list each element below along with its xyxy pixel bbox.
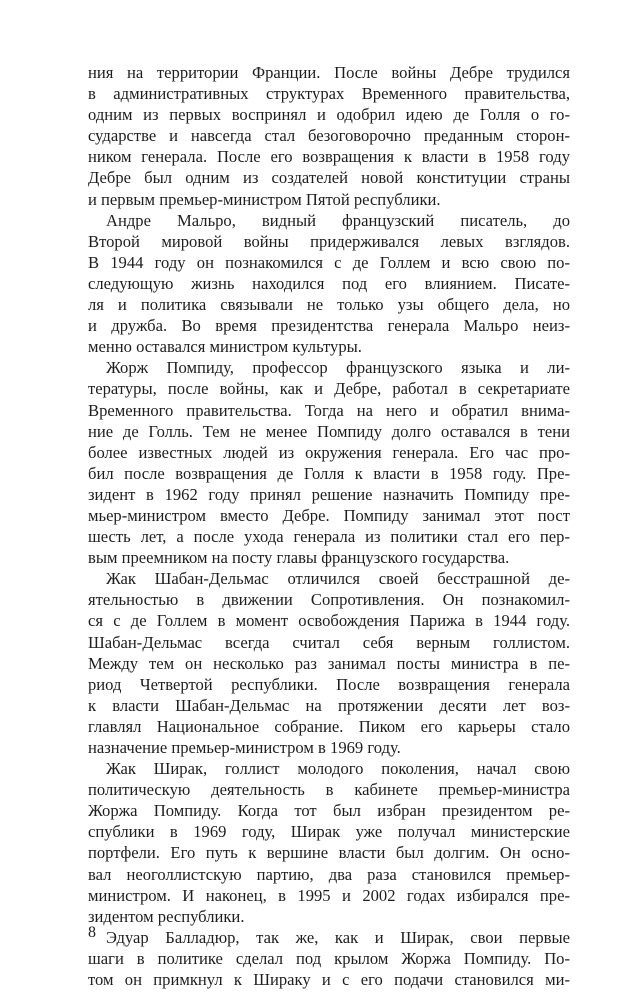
text-line: Андре Мальро, видный французский писатель, до [106,210,570,230]
text-line: вым преемником на посту главы французского государства. [88,548,510,568]
text-line: ния на территории Франции. После войны Дебре трудился [88,63,570,82]
text-line: в административных структурах Временного правительства, [88,84,570,104]
paragraph [88,568,570,758]
text-line: Второй мировой войны придерживался левых взглядов. [88,231,570,251]
page-number: 8 [88,924,96,941]
text-line: одним из первых воспринял и одобрил идею де Голля о го- [88,105,570,125]
text-line: ятельностью в движении Сопротивления. Он познакомил- [88,590,570,610]
text-line: зидентом республики. [88,906,245,926]
text-line: политическую деятельность в кабинете премьер-министра [88,780,570,800]
body-text [88,62,570,990]
text-line: и первым премьер-министром Пятой республики. [88,189,441,209]
text-line: главлял Национальное собрание. Пиком его карьеры стало [88,716,570,736]
text-line: Эдуар Балладюр, так же, как и Ширак, свои первые [106,927,570,947]
text-line: шаги в политике сделал под крылом Жоржа Помпиду. По- [88,948,570,968]
text-line: тературы, после войны, как и Дебре, работал в секретариате [88,379,570,399]
text-line: мьер-министром вместо Дебре. Помпиду занимал этот пост [88,505,570,525]
text-line: ником генерала. После его возвращения к власти в 1958 году [88,147,570,167]
text-line: сударстве и навсегда стал безоговорочно преданным сторон- [88,126,570,146]
text-line: Жоржа Помпиду. Когда тот был избран президентом ре- [88,801,570,821]
text-line: менно оставался министром культуры. [88,337,362,357]
text-line: бил после возвращения де Голля к власти в 1958 году. Пре- [88,463,570,483]
text-line: министром. И наконец, в 1995 и 2002 годах избирался пре- [88,885,570,905]
text-line: вал неоголлистскую партию, два раза становился премьер- [88,864,570,884]
text-line: зидент в 1962 году принял решение назначить Помпиду пре- [88,484,570,504]
text-line: к власти Шабан-Дельмас на протяжении десяти лет воз- [88,695,570,715]
text-line: Шабан-Дельмас всегда считал себя верным голлистом. [88,632,570,652]
paragraph [88,758,570,927]
text-line: более известных людей из окружения генерала. Его час про- [88,442,570,462]
text-line: В 1944 году он познакомился с де Голлем и всю свою по- [88,252,570,272]
paragraph [88,62,570,210]
text-line: ля и политика связывали не только узы общего дела, но [88,295,570,315]
text-line: Между тем он несколько раз занимал посты министра в пе- [88,653,570,673]
text-line: Временного правительства. Тогда на него и обратил внима- [88,400,570,420]
text-line: Дебре был одним из создателей новой конституции страны [88,168,570,188]
text-line: шесть лет, а после ухода генерала из политики стал его пер- [88,527,570,547]
text-line: спублики в 1969 году, Ширак уже получал министерские [88,822,570,842]
text-line: ние де Голль. Тем не менее Помпиду долго оставался в тени [88,421,570,441]
text-line: риод Четвертой республики. После возвращения генерала [88,674,570,694]
text-line: Жорж Помпиду, профессор французского языка и ли- [106,358,570,378]
text-line: том он примкнул к Шираку и с его подачи становился ми- [88,970,570,990]
text-line: портфели. Его путь к вершине власти был долгим. Он осно- [88,843,570,863]
paragraph [88,357,570,568]
text-line: Жак Шабан-Дельмас отличился своей бесстрашной де- [106,569,570,589]
text-line: назначение премьер-министром в 1969 году. [88,738,401,757]
text-line: следующую жизнь находился под его влиянием. Писате- [88,273,570,293]
paragraph [88,927,570,990]
text-line: Жак Ширак, голлист молодого поколения, начал свою [106,759,570,779]
text-line: ся с де Голлем в момент освобождения Парижа в 1944 году. [88,611,570,631]
text-line: и дружба. Во время президентства генерала Мальро неиз- [88,316,570,336]
paragraph [88,210,570,358]
